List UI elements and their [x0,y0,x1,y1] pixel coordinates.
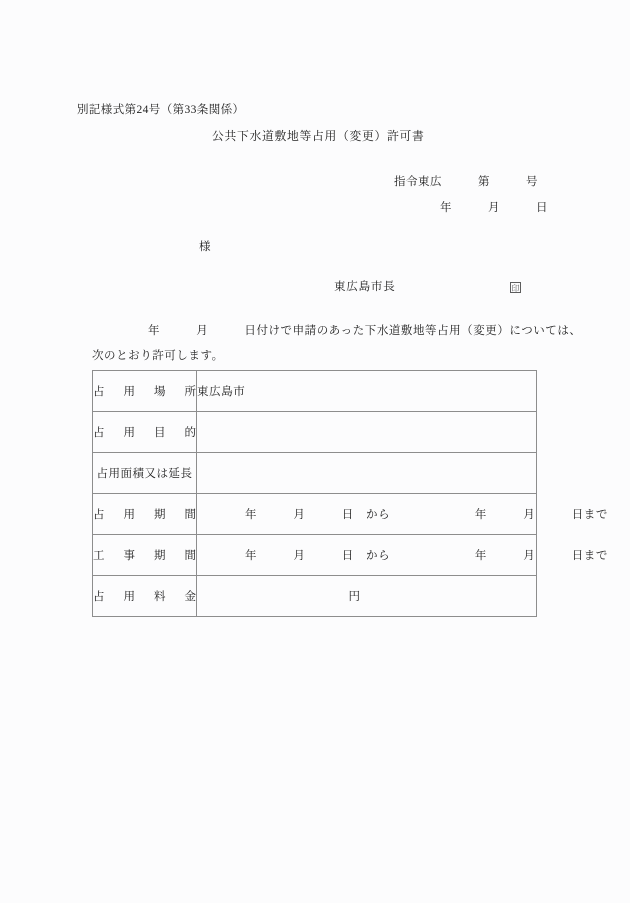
permit-date-line: 年 月 日 [440,202,548,214]
row-label: 占用面積又は延長 [96,468,193,480]
form-number: 別記様式第24号（第33条関係） [77,104,245,116]
row-label-char: 工 [93,550,105,562]
row-label-char: 場 [154,386,166,398]
seal-icon: 印 [511,284,520,293]
row-label-char: 期 [154,509,166,521]
row-label-cell [93,576,197,617]
permit-details-table [92,370,608,617]
row-value: 年 月 日 から 年 月 日まで [245,509,608,521]
row-label-char: 的 [184,427,196,439]
table-row [93,576,537,617]
row-label-char: 用 [123,591,135,603]
row-label [93,588,196,604]
row-label-char: 事 [123,550,135,562]
row-label-char: 間 [184,509,196,521]
row-value-cell[interactable] [197,494,608,535]
row-label-char: 用 [123,386,135,398]
table-body [93,371,608,617]
row-label-cell [93,494,197,535]
row-label-cell [93,412,197,453]
row-label-char: 占 [93,591,105,603]
body-paragraph-line-1: 年 月 日付けで申請のあった下水道敷地等占用（変更）については、 [148,325,582,337]
row-label [93,547,196,563]
issuer-name: 東広島市長 [334,281,396,293]
row-value: 円 [348,591,361,603]
row-label [93,424,196,440]
table-row [93,535,537,576]
table-row [93,453,537,494]
row-label-char: 占 [93,427,105,439]
table-row [93,371,537,412]
row-value: 東広島市 [197,386,246,398]
table-row [93,494,537,535]
row-label-cell [93,453,197,494]
body-paragraph-line-2: 次のとおり許可します。 [92,350,224,362]
row-label-char: 目 [154,427,166,439]
row-label-char: 料 [154,591,166,603]
row-label-char: 金 [184,591,196,603]
table-row [93,412,537,453]
row-label-char: 所 [184,386,196,398]
row-label-char: 用 [123,427,135,439]
row-value-cell[interactable] [197,371,537,412]
permit-number-line: 指令東広 第 号 [394,176,538,188]
row-label-char: 間 [184,550,196,562]
row-value-cell[interactable] [197,412,537,453]
row-value-cell[interactable] [197,535,608,576]
row-value-cell[interactable] [197,576,537,617]
row-label-char: 期 [154,550,166,562]
row-label [93,506,196,522]
row-label-char: 占 [93,386,105,398]
row-label-cell [93,371,197,412]
row-value: 年 月 日 から 年 月 日まで [245,550,608,562]
issuer-line [334,282,534,298]
row-label-cell [93,535,197,576]
document-title: 公共下水道敷地等占用（変更）許可書 [212,129,425,143]
addressee-honorific: 様 [199,241,212,253]
row-value-cell[interactable] [197,453,537,494]
row-label-char: 占 [93,509,105,521]
row-label-char: 用 [123,509,135,521]
row-label [93,383,196,399]
